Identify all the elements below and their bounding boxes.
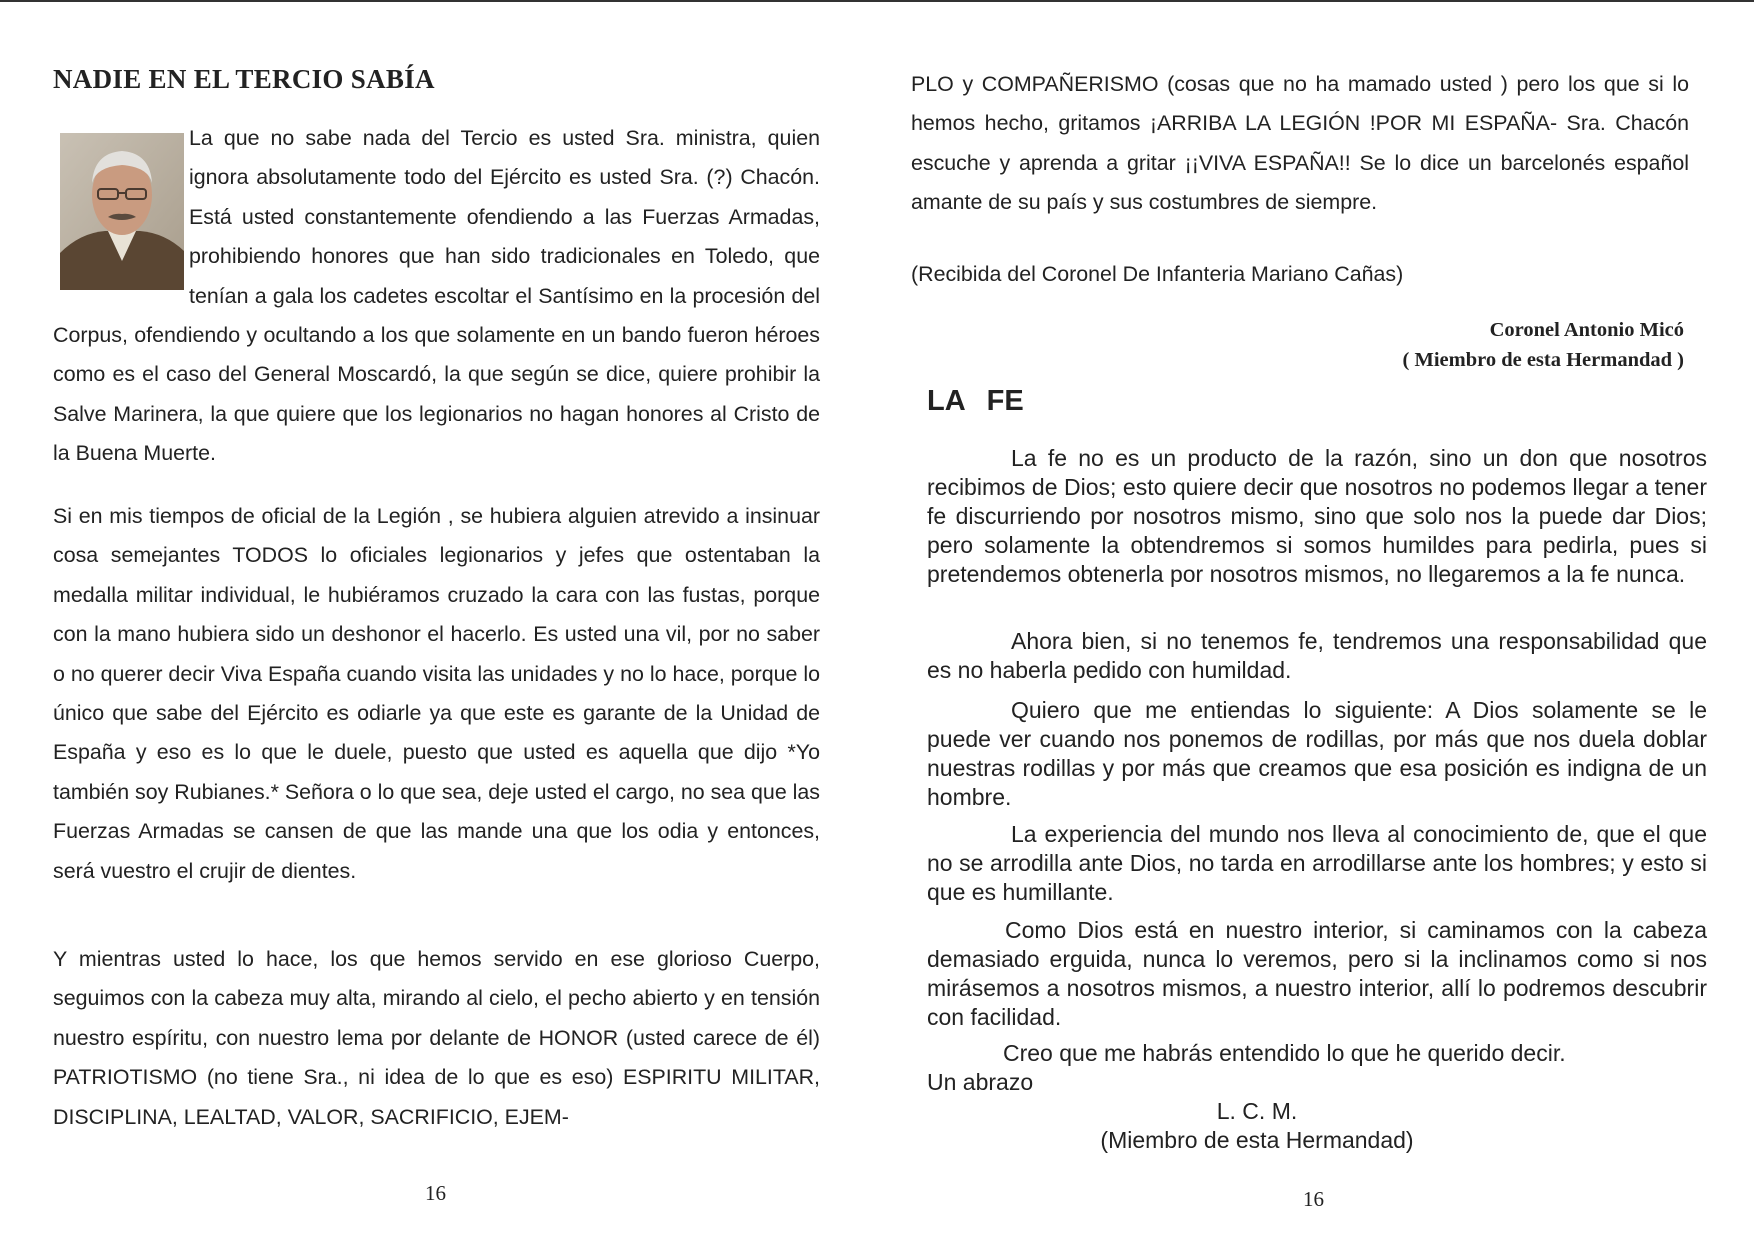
fe-paragraph-4-text: La experiencia del mundo nos lleva al conocimiento de, que el que no se arrodilla ante Dios, no tarda en arrodillarse ante los hombres; y esto si que es humillante. bbox=[927, 821, 1707, 905]
fe-initials: L. C. M. bbox=[1216, 1098, 1298, 1124]
source-note: (Recibida del Coronel De Infanteria Mariano Cañas) bbox=[911, 262, 1404, 286]
fe-closing-text: Creo que me habrás entendido lo que he querido decir. bbox=[1003, 1040, 1566, 1066]
paragraph-3: Y mientras usted lo hace, los que hemos servido en ese glorioso Cuerpo, seguimos con la cabeza muy alta, mirando al cielo, el pecho abierto y en tensión nuestro espíritu, con nuestro lema por delante de HONOR (usted carece de él) PATRIOTISMO (no tiene Sra., ni idea de lo que es eso) ESPIRITU MILITAR, DISCIPLINA, LEALTAD, VALOR, SACRIFICIO, EJEM- bbox=[53, 947, 820, 1129]
paragraph-1-text: La que no sabe nada del Tercio es usted Sra. ministra, quien ignora absolutamente todo del Ejército es usted Sra. (?) Chacón. Está usted constantemente ofendiendo a las Fuerzas Armadas, prohibiendo honores que han sido tradicionales en Toledo, que tenían a gala los cadetes escoltar el Santísimo en la procesión del Corpus, ofendiendo y ocultando a los que solamente en un bando fueron héroes como es el caso del General Moscardó, la que según se dice, quiere prohibir la Salve Marinera, la que quiere que los legionarios no hagan honores al Cristo de la Buena Muerte. bbox=[53, 126, 820, 466]
right-page bbox=[877, 0, 1754, 1240]
fe-paragraph-5-text: Como Dios está en nuestro interior, si caminamos con la cabeza demasiado erguida, nunca lo veremos, pero si la inclinamos como si nos mirásemos a nosotros mismos, a nuestro interior, allí lo podremos descubrir con facilidad. bbox=[927, 917, 1707, 1030]
fe-paragraph-3-text: Quiero que me entiendas lo siguiente: A Dios solamente se le puede ver cuando nos ponemos de rodillas, por más que nos duela doblar nuestras rodillas y por más que creamos que esa posición es indigna de un hombre. bbox=[927, 697, 1707, 810]
fe-paragraph-4 bbox=[927, 820, 1707, 907]
fe-member-note: (Miembro de esta Hermandad) bbox=[1100, 1127, 1414, 1153]
paragraph-2: Si en mis tiempos de oficial de la Legión , se hubiera alguien atrevido a insinuar cosa semejantes TODOS lo oficiales legionarios y jefes que ostentaban la medalla militar individual, le hubiéramos cruzado la cara con las fustas, porque con la mano hubiera sido un deshonor el hacerlo. Es usted una vil, por no saber o no querer decir Viva España cuando visita las unidades y no lo hace, porque lo único que sabe del Ejército es odiarle ya que este es garante de la Unidad de España y eso es lo que le duele, puesto que usted es aquella que dijo *Yo también soy Rubianes.* Señora o lo que sea, deje usted el cargo, no sea que las Fuerzas Armadas se cansen de que las mande una que los odia y entonces, será vuestro el crujir de dientes. bbox=[53, 504, 821, 883]
fe-paragraph-3 bbox=[927, 696, 1707, 812]
fe-paragraph-2-text: Ahora bien, si no tenemos fe, tendremos una responsabilidad que es no haberla pedido con humildad. bbox=[927, 628, 1707, 683]
section-title: LA FE bbox=[927, 385, 1024, 417]
paragraph-1 bbox=[53, 119, 820, 474]
signature-name: Coronel Antonio Micó bbox=[1489, 319, 1684, 341]
page-number-right: 16 bbox=[1303, 1187, 1324, 1211]
continued-paragraph: PLO y COMPAÑERISMO (cosas que no ha mamado usted ) pero los que si lo hemos hecho, gritamos ¡ARRIBA LA LEGIÓN !POR MI ESPAÑA- Sra. Chacón escuche y aprenda a gritar ¡¡VIVA ESPAÑA!! Se lo dice un barcelonés español amante de su país y sus costumbres de siempre. bbox=[911, 72, 1689, 215]
article-title: NADIE EN EL TERCIO SABÍA bbox=[53, 64, 435, 94]
fe-closing bbox=[927, 1039, 1627, 1068]
signature-role: ( Miembro de esta Hermandad ) bbox=[1402, 349, 1684, 371]
fe-greeting: Un abrazo bbox=[927, 1069, 1034, 1095]
fe-paragraph-2 bbox=[927, 627, 1707, 685]
page-number-left: 16 bbox=[425, 1181, 446, 1205]
fe-paragraph-5 bbox=[927, 916, 1707, 1032]
fe-paragraph-1 bbox=[927, 444, 1707, 589]
fe-paragraph-1-text: La fe no es un producto de la razón, sino un don que nosotros recibimos de Dios; esto quiere decir que nosotros no podemos llegar a tener fe discurriendo por nosotros mismo, sino que solo nos la puede dar Dios; pero solamente la obtendremos si somos humildes para pedirla, pues si pretendemos obtenerla por nosotros mismos, no llegaremos a la fe nunca. bbox=[927, 445, 1707, 587]
photo-spacer bbox=[53, 119, 189, 279]
